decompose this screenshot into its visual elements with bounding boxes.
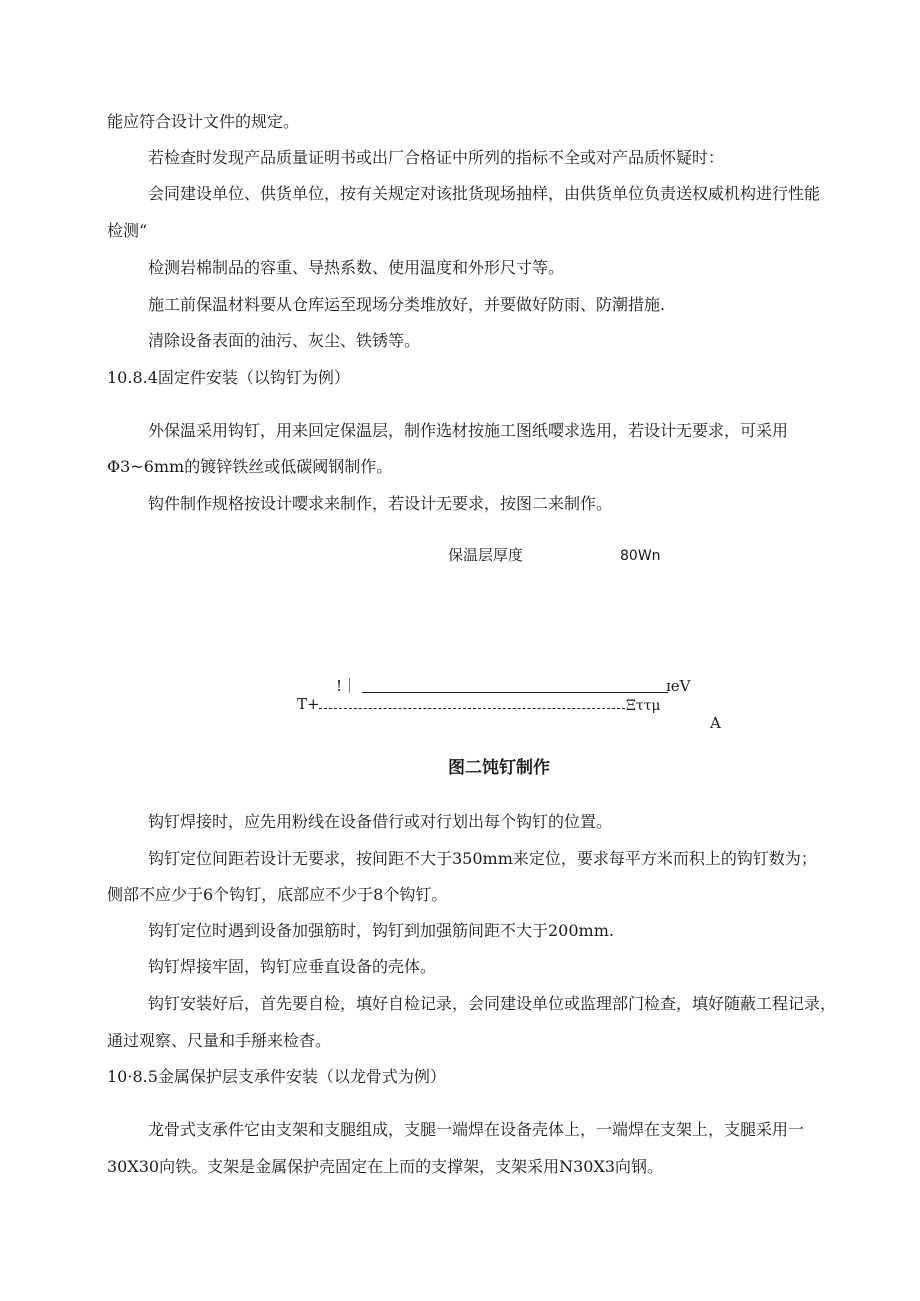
paragraph: 钩件制作规格按设计嘤求来制作，若设计无要求，按图二来制作。: [148, 494, 613, 513]
paragraph: 钩钉定位时遇到设备加强筋时，钩钉到加强筋间距不大于200mm.: [148, 921, 614, 940]
paragraph: 能应符合设计文件的规定。: [107, 112, 300, 131]
figure-mark: ɪeV: [666, 677, 691, 695]
figure-mark: !｜: [336, 677, 358, 695]
paragraph: 钩钉焊接牢固，钩钉应垂直设备的壳体。: [148, 957, 437, 976]
paragraph: 龙骨式支承件它由支架和支腿组成，支腿一端焊在设备壳体上，一端焊在支架上，支腿采用一: [148, 1120, 805, 1139]
paragraph: 清除设备表面的油污、灰尘、铁锈等。: [148, 331, 421, 350]
section-heading: 10.8.4固定件安装（以钩钉为例）: [107, 368, 350, 387]
paragraph: 若检查时发现产品质量证明书或出厂合格证中所列的指标不全或对产品质怀疑时：: [148, 148, 725, 167]
paragraph: 会同建设单位、供货单位，按有关规定对该批货现场抽样，由供货单位负责送权威机构进行性能: [148, 184, 821, 203]
paragraph: 通过观察、尺量和手掰来检杳。: [107, 1031, 332, 1050]
hook-bottom-line: [319, 708, 625, 709]
thickness-value: 80Wn: [620, 548, 661, 564]
paragraph: 侧部不应少于6个钩钉，底部应不少于8个钩钉。: [107, 885, 448, 904]
hook-top-line: [362, 692, 668, 693]
paragraph: 钩钉定位间距若设计无要求，按间距不大于350mm来定位，要求每平方米而积上的钩钉数为；: [148, 849, 817, 868]
figure-caption: 图二饨钉制作: [448, 758, 550, 778]
paragraph: 钩钉安装好后，首先要自检，填好自检记录，会同建设单位或监理部门检查，填好随蔽工程记录，: [148, 994, 837, 1013]
paragraph: 检测“: [107, 221, 148, 240]
paragraph: Φ3~6mm的镀锌铁丝或低碳阈钢制作。: [107, 457, 393, 476]
thickness-label: 保温层厚度: [448, 546, 524, 564]
figure-mark: T+: [297, 695, 320, 713]
paragraph: 外保温采用钩钉，用来回定保温层，制作选材按施工图纸嘤求选用，若设计无要求，可采用: [148, 421, 789, 440]
paragraph: 30X30向铁。支架是金属保护壳固定在上而的支撑架，支架采用N30X3向钢。: [107, 1157, 664, 1176]
paragraph: 钩钉焊接时，应先用粉线在设备借行或对行划出每个钩钉的位置。: [148, 812, 613, 831]
section-heading: 10·8.5金属保护层支承件安装（以龙骨式为例）: [107, 1067, 446, 1086]
figure-mark: Ξττμ: [626, 698, 661, 714]
paragraph: 检测岩棉制品的容重、导热系数、使用温度和外形尺寸等。: [148, 258, 565, 277]
figure-mark: A: [710, 714, 721, 732]
paragraph: 施工前保温材料要从仓库运至现场分类堆放好，并要做好防雨、防潮措施.: [148, 295, 666, 314]
